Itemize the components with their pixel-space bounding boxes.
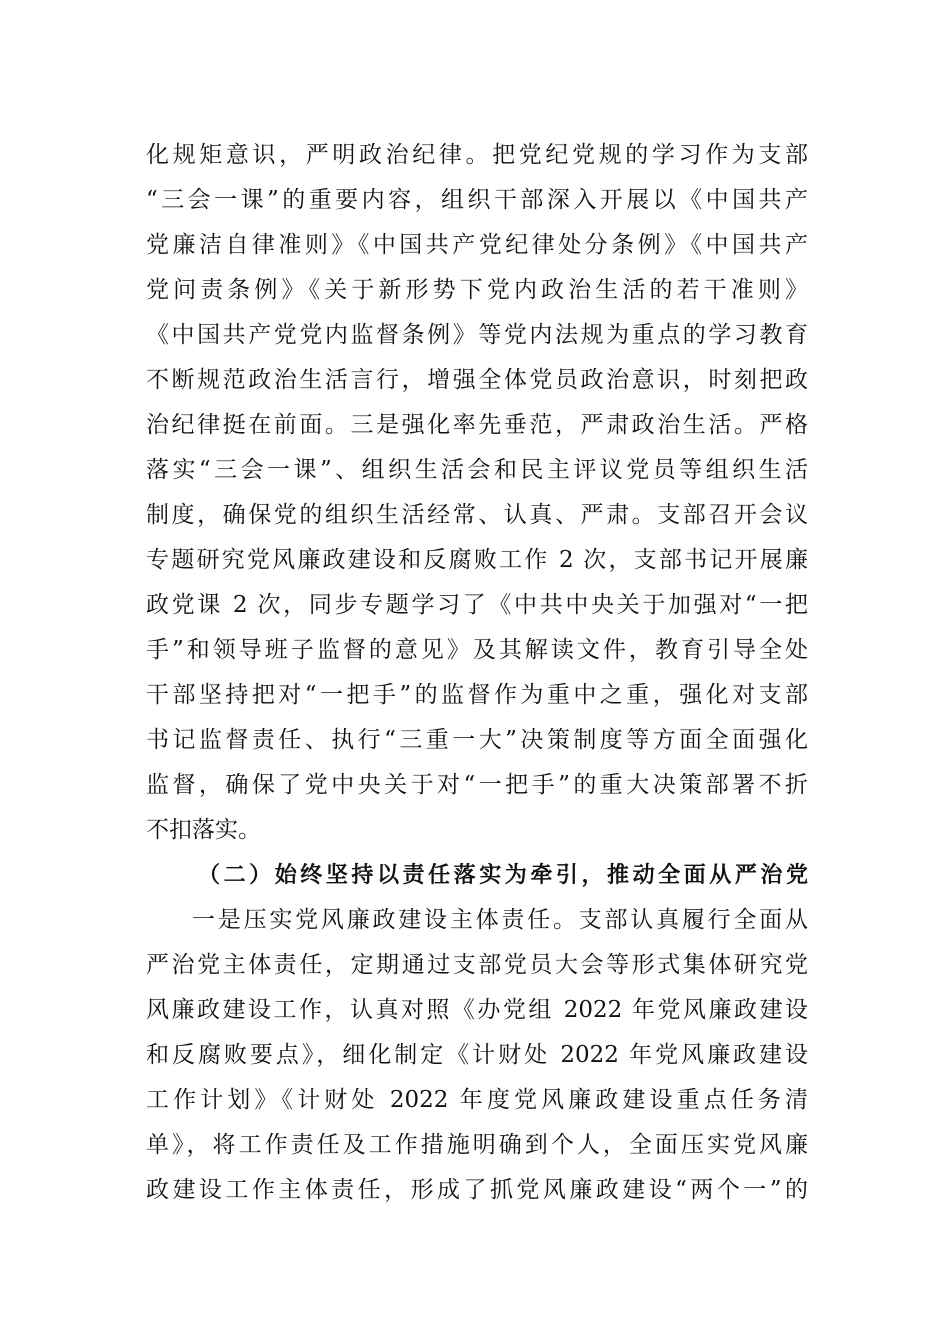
text-line: 工作计划》《计财处 2022 年度党风廉政建设重点任务清 (146, 1087, 808, 1113)
text-line: 落实“三会一课”、组织生活会和民主评议党员等组织生活 (146, 457, 808, 483)
text-line: 不扣落实。 (146, 817, 261, 843)
text-line: “三会一课”的重要内容，组织干部深入开展以《中国共产 (146, 187, 808, 213)
text-line: 不断规范政治生活言行，增强全体党员政治意识，时刻把政 (146, 367, 808, 393)
paragraph-1 (146, 133, 808, 853)
text-line: 治纪律挺在前面。三是强化率先垂范，严肃政治生活。严格 (146, 412, 808, 438)
text-line: 《中国共产党党内监督条例》等党内法规为重点的学习教育 (146, 322, 808, 348)
text-line: 手”和领导班子监督的意见》及其解读文件，教育引导全处 (146, 637, 808, 663)
text-line: 政党课 2 次，同步专题学习了《中共中央关于加强对“一把 (146, 592, 808, 618)
text-line: 专题研究党风廉政建设和反腐败工作 2 次，支部书记开展廉 (146, 547, 808, 573)
paragraph-2 (146, 898, 808, 1213)
text-line: 单》，将工作责任及工作措施明确到个人，全面压实党风廉 (146, 1132, 808, 1158)
text-line: 严治党主体责任，定期通过支部党员大会等形式集体研究党 (146, 952, 808, 978)
text-line: 一是压实党风廉政建设主体责任。支部认真履行全面从 (192, 907, 808, 933)
text-line: 制度，确保党的组织生活经常、认真、严肃。支部召开会议 (146, 502, 808, 528)
body-text (146, 133, 808, 1213)
text-line: 监督，确保了党中央关于对“一把手”的重大决策部署不折 (146, 772, 808, 798)
text-line: 和反腐败要点》，细化制定《计财处 2022 年党风廉政建设 (146, 1042, 808, 1068)
text-line: 党廉洁自律准则》《中国共产党纪律处分条例》《中国共产 (146, 232, 808, 258)
text-line: 风廉政建设工作，认真对照《办党组 2022 年党风廉政建设 (146, 997, 808, 1023)
section-heading (146, 853, 808, 898)
section-heading-text: （二）始终坚持以责任落实为牵引，推动全面从严治党 (198, 863, 808, 888)
text-line: 干部坚持把对“一把手”的监督作为重中之重，强化对支部 (146, 682, 808, 708)
text-line: 党问责条例》《关于新形势下党内政治生活的若干准则》 (146, 277, 808, 303)
text-line: 书记监督责任、执行“三重一大”决策制度等方面全面强化 (146, 727, 808, 753)
text-line: 政建设工作主体责任，形成了抓党风廉政建设“两个一”的 (146, 1177, 808, 1203)
text-line: 化规矩意识，严明政治纪律。把党纪党规的学习作为支部 (146, 142, 808, 168)
